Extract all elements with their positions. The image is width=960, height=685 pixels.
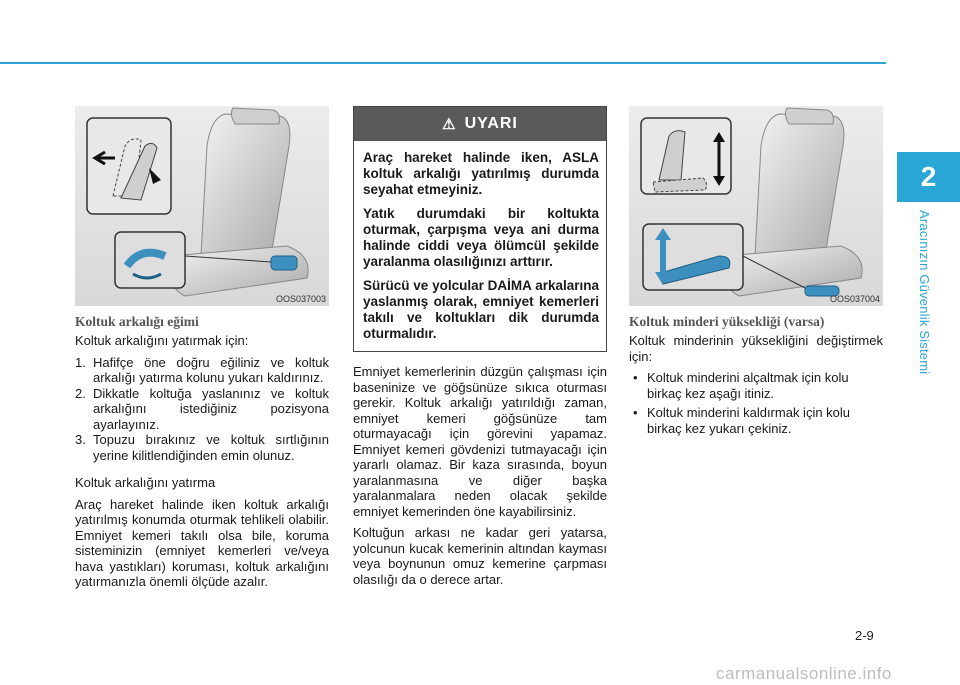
step-item [75,355,329,386]
recline-steps [75,355,329,464]
bullet-text: Koltuk minderini kaldırmak için kolu birkaç kez yukarı çekiniz. [647,405,851,436]
belt-paragraph: Emniyet kemerlerinin düzgün çalışması için baseninize ve göğsünüze sıkıca oturması gerekir. Koltuk arkalığı yatırıldığı zaman, emniyet kemeri göğsünüze tam oturmayacağı için görevini yapamaz. Emniyet kemeri gövdenizi tutmayacağı için yararlı olamaz. Bir kaza sırasında, boyun yaralanmasına ve diğer başka yaralanmalara neden olacak şekilde emniyet kemerinden öne kayabilirsiniz. [353,364,607,519]
warning-paragraph: Sürücü ve yolcular DAİMA arkalarına yaslanmış olarak, emniyet kemerleri takılı ve koltukları dik durumda oturmalıdır. [363,278,599,341]
step-text: Hafifçe öne doğru eğiliniz ve koltuk arkalığı yatırma kolunu yukarı kaldırınız. [93,354,329,385]
warning-body [354,141,606,351]
chapter-title: Aracınızın Güvenlik Sistemi [917,210,932,375]
warning-label: UYARI [464,115,518,132]
recline-intro: Koltuk arkalığını yatırmak için: [75,333,249,348]
bullet-dot: • [633,405,638,420]
bullet-item [629,370,883,401]
warning-paragraph: Yatık durumdaki bir koltukta oturmak, çarpışma veya ani durma halinde ciddi veya ölümcül şekilde yaralanma olasılığınızı arttırır. [363,206,599,269]
seat-height-drawing [629,106,883,306]
watermark: carmanualsonline.info [716,664,892,683]
figure-code: OOS037003 [275,294,326,304]
bullet-text: Koltuk minderini alçaltmak için kolu birkaç kez aşağı itiniz. [647,370,849,401]
step-number: 3. [75,432,86,447]
column-left [75,106,329,596]
seat-recline-drawing [75,106,329,306]
recline-paragraph: Araç hareket halinde iken koltuk arkalığı yatırılmış konumda oturmak tehlikeli olabilir. Emniyet kemeri takılı olsa bile, koruma sisteminizin (emniyet kemerleri ve/veya hava yastıkları) koruması, koltuk arkalığını yatırmanızla önemli ölçüde azalır. [75,496,329,589]
cushion-bullets [629,370,883,436]
belt-paragraph: Koltuğun arkası ne kadar geri yatarsa, yolcunun kucak kemerinin altından kayması veya boynunun omuz kemerine çarpması olasılığı da o derece artar. [353,525,607,587]
section-heading-cushion: Koltuk minderi yüksekliği (varsa) [629,314,825,329]
recline-subheading: Koltuk arkalığını yatırma [75,475,216,490]
warning-triangle-icon: ⚠ [442,116,457,133]
figure-code: OOS037004 [829,294,880,304]
step-text: Topuzu bırakınız ve koltuk sırtlığının yerine kilitlendiğinden emin olunuz. [93,432,329,463]
cushion-height-illustration [629,106,883,306]
warning-box [353,106,607,352]
step-text: Dikkatle koltuğa yaslanınız ve koltuk arkalığını istediğiniz pozisyona ayarlayınız. [93,385,329,432]
page-number: 2-9 [855,628,874,643]
section-heading-recline: Koltuk arkalığı eğimi [75,314,199,329]
step-number: 1. [75,354,86,370]
bullet-item [629,405,883,436]
step-number: 2. [75,385,86,401]
step-item [75,386,329,433]
chapter-number-tab: 2 [897,152,960,202]
seatback-recline-illustration [75,106,329,306]
column-right [629,106,883,440]
step-item [75,432,329,463]
bullet-dot: • [633,370,638,385]
cushion-intro: Koltuk minderinin yüksekliğini değiştirmek için: [629,333,883,364]
top-rule [0,62,886,64]
warning-paragraph: Araç hareket halinde iken, ASLA koltuk arkalığı yatırılmış durumda seyahat etmeyiniz. [363,150,599,197]
column-middle [353,106,607,593]
warning-header [354,107,606,141]
